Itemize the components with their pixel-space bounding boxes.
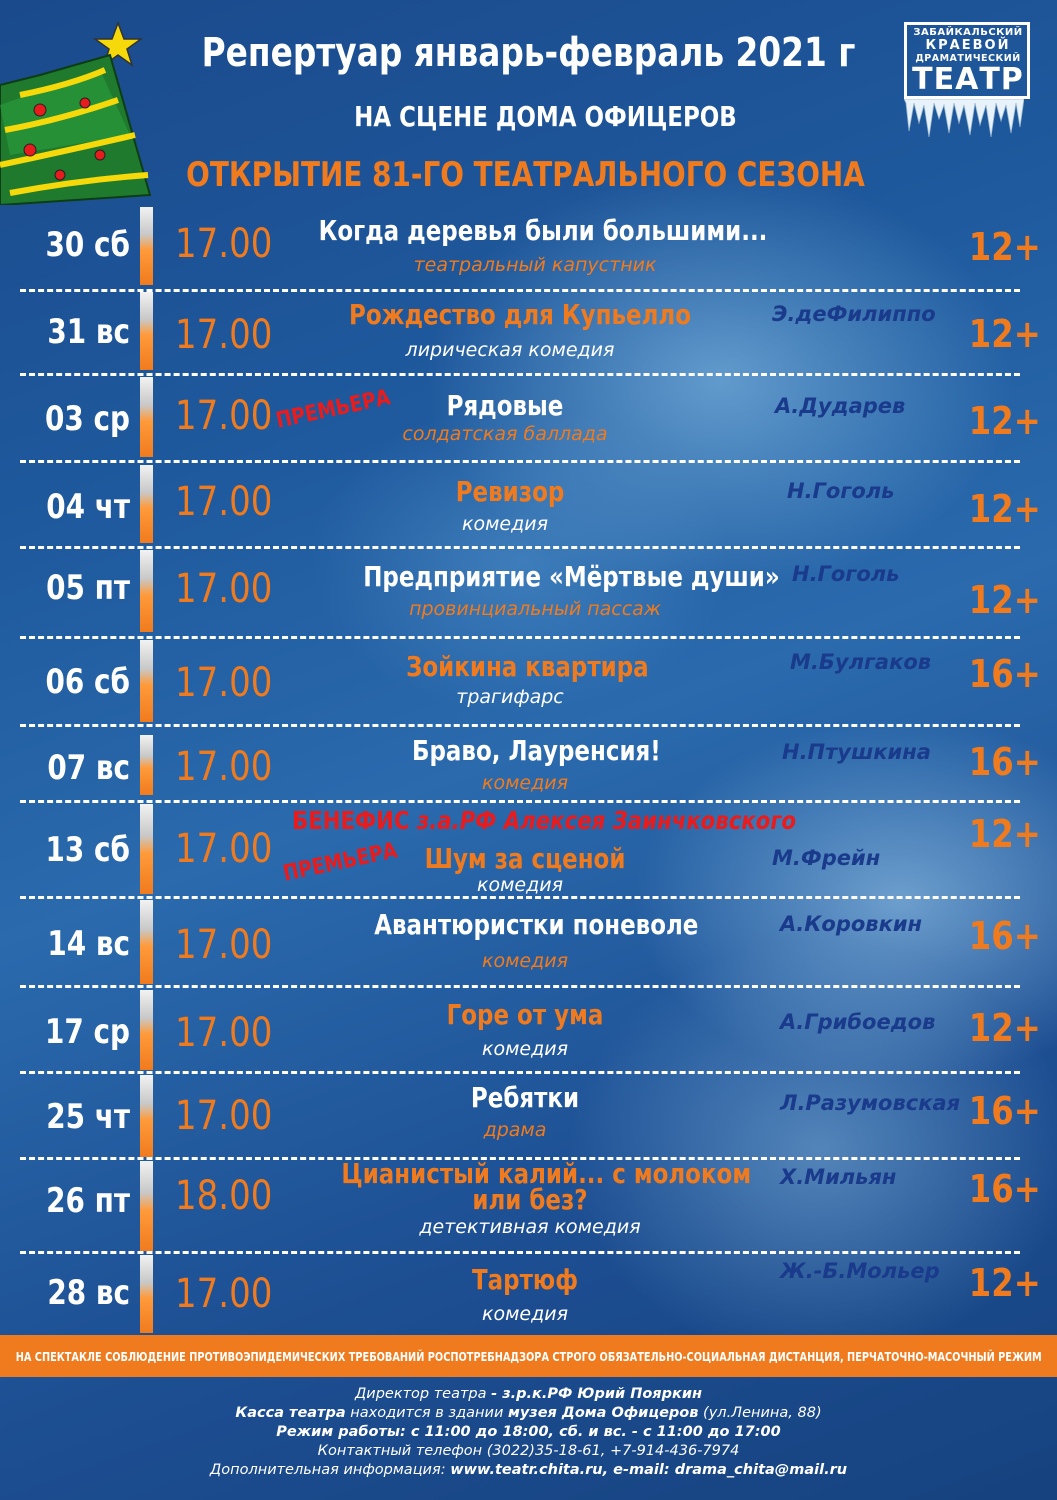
- schedule-row: [0, 550, 1057, 634]
- row-divider: [20, 800, 1020, 803]
- row-divider: [20, 896, 1020, 899]
- play-author: Х.Мильян: [780, 1165, 897, 1189]
- play-title: Рождество для Купьелло: [349, 298, 691, 331]
- play-title: Ребятки: [470, 1081, 580, 1114]
- play-author: Н.Гоголь: [792, 562, 900, 586]
- footer-box-office: [0, 1405, 1057, 1421]
- age-rating: 12+: [968, 487, 1041, 531]
- benefis-line: [292, 806, 796, 835]
- schedule-row: [0, 465, 1057, 545]
- row-time: 17.00: [175, 1093, 273, 1139]
- premiere-badge: ПРЕМЬЕРА: [273, 385, 393, 434]
- schedule-row: [0, 1157, 1057, 1251]
- benefis-name: з.а.РФ Алексея Заинчковского: [409, 806, 797, 835]
- row-day: 25 чт: [46, 1097, 130, 1137]
- row-bar: [140, 900, 153, 984]
- play-genre: комедия: [461, 513, 549, 535]
- venue-subtitle: НА СЦЕНЕ ДОМА ОФИЦЕРОВ: [354, 100, 737, 133]
- schedule-row: [0, 207, 1057, 287]
- play-author: Л.Разумовская: [780, 1091, 961, 1115]
- benefis-label: БЕНЕФИС: [292, 806, 410, 835]
- play-author: А.Коровкин: [780, 912, 923, 936]
- box-office-label: Касса театра: [235, 1405, 346, 1421]
- play-title: Рядовые: [446, 389, 564, 422]
- row-bar: [140, 804, 153, 894]
- row-time: 17.00: [175, 1010, 273, 1056]
- footer-info: [0, 1462, 1057, 1478]
- play-genre: комедия: [481, 1038, 569, 1060]
- footer-director: [0, 1386, 1057, 1402]
- director-label: Директор театра: [354, 1386, 492, 1402]
- play-title: Шум за сценой: [424, 842, 626, 875]
- row-bar: [140, 735, 153, 795]
- row-day: 31 вс: [47, 312, 131, 352]
- play-genre: трагифарс: [456, 686, 564, 708]
- play-author: Н.Гоголь: [787, 479, 895, 503]
- play-title: Цианистый калий... с молоком: [341, 1157, 752, 1190]
- schedule-row: [0, 900, 1057, 984]
- row-time: 17.00: [175, 393, 273, 439]
- info-label: Дополнительная информация:: [209, 1462, 451, 1478]
- row-day: 07 вс: [47, 748, 131, 788]
- play-title: Ревизор: [455, 475, 565, 508]
- row-bar: [140, 640, 153, 722]
- logo-line-4: ТЕАТР: [912, 62, 1024, 97]
- row-day: 03 ср: [45, 399, 130, 439]
- play-genre: драма: [483, 1119, 547, 1141]
- row-bar: [140, 990, 153, 1070]
- row-time: 17.00: [175, 312, 273, 358]
- box-office-mid: находится в здании: [345, 1405, 508, 1421]
- row-divider: [20, 985, 1020, 988]
- schedule-row: [0, 292, 1057, 372]
- play-title: Горе от ума: [446, 998, 604, 1031]
- epidemic-notice-banner: [0, 1335, 1057, 1377]
- play-genre: детективная комедия: [419, 1216, 641, 1238]
- row-time: 17.00: [175, 744, 273, 790]
- row-time: 18.00: [175, 1173, 273, 1219]
- play-genre: комедия: [476, 874, 564, 896]
- row-day: 28 вс: [47, 1273, 131, 1313]
- schedule-row: [0, 730, 1057, 796]
- box-office-address: (ул.Ленина, 88): [698, 1405, 822, 1421]
- play-title: Авантюристки поневоле: [374, 908, 699, 941]
- schedule-row: [0, 377, 1057, 459]
- play-genre: комедия: [481, 1303, 569, 1325]
- row-bar: [140, 292, 153, 370]
- footer-hours: [0, 1424, 1057, 1440]
- row-day: 26 пт: [46, 1181, 130, 1221]
- age-rating: 12+: [968, 1261, 1041, 1305]
- schedule-row: [0, 1255, 1057, 1333]
- play-title: Браво, Лауренсия!: [412, 734, 661, 767]
- play-title: Предприятие «Мёртвые души»: [363, 560, 780, 593]
- age-rating: 12+: [968, 812, 1041, 856]
- row-divider: [20, 373, 1020, 376]
- page-title: Репертуар январь-февраль 2021 г: [201, 30, 856, 76]
- play-author: М.Булгаков: [790, 650, 932, 674]
- play-title-line2: или без?: [472, 1183, 588, 1216]
- logo-line-1: ЗАБАЙКАЛЬСКИЙ: [913, 27, 1023, 38]
- logo-line-2: КРАЕВОЙ: [925, 38, 1011, 53]
- play-author: Э.деФилиппо: [772, 302, 936, 326]
- row-day: 14 вс: [47, 924, 131, 964]
- row-time: 17.00: [175, 221, 273, 267]
- notice-text: НА СПЕКТАКЛЕ СОБЛЮДЕНИЕ ПРОТИВОЭПИДЕМИЧЕСКИХ ТРЕБОВАНИЙ РОСПОТРЕБНАДЗОРА СТРОГО ОБЯЗАТЕЛЬНО-СОЦИАЛЬНАЯ ДИСТАНЦИЯ, ПЕРЧАТОЧНО-МАСОЧНЫЙ РЕЖИМ: [15, 1348, 1042, 1364]
- play-genre: комедия: [481, 772, 569, 794]
- schedule-row: [0, 640, 1057, 724]
- age-rating: 12+: [968, 399, 1041, 443]
- row-bar: [140, 207, 153, 285]
- schedule-row: [0, 1075, 1057, 1157]
- row-divider: [20, 1251, 1020, 1254]
- play-title: Когда деревья были большими...: [318, 214, 768, 247]
- row-divider: [20, 724, 1020, 727]
- row-day: 06 сб: [45, 662, 130, 702]
- row-divider: [20, 1071, 1020, 1074]
- play-title: Зойкина квартира: [406, 650, 649, 683]
- director-name: - з.р.к.РФ Юрий Пояркин: [491, 1386, 703, 1402]
- footer-phone: [0, 1443, 1057, 1459]
- row-time: 17.00: [175, 566, 273, 612]
- play-author: Н.Птушкина: [782, 740, 931, 764]
- info-links[interactable]: www.teatr.chita.ru, e-mail: drama_chita@mail.ru: [450, 1462, 848, 1478]
- row-bar: [140, 377, 153, 457]
- row-divider: [20, 636, 1020, 639]
- age-rating: 12+: [968, 312, 1041, 356]
- play-title: Тартюф: [471, 1263, 579, 1296]
- age-rating: 12+: [968, 1006, 1041, 1050]
- row-time: 17.00: [175, 922, 273, 968]
- row-bar: [140, 550, 153, 632]
- row-time: 17.00: [175, 1271, 273, 1317]
- age-rating: 16+: [968, 1167, 1041, 1211]
- row-divider: [20, 460, 1020, 463]
- row-bar: [140, 1075, 153, 1157]
- hours-text: Режим работы: с 11:00 до 18:00, сб. и вс. - с 11:00 до 17:00: [276, 1424, 781, 1440]
- row-bar: [140, 1161, 153, 1251]
- play-author: А.Дударев: [775, 394, 906, 418]
- play-author: А.Грибоедов: [780, 1010, 936, 1034]
- age-rating: 16+: [968, 652, 1041, 696]
- phone-text: Контактный телефон (3022)35-18-61, +7-914-436-7974: [317, 1443, 740, 1459]
- play-genre: солдатская баллада: [402, 423, 608, 445]
- age-rating: 16+: [968, 1089, 1041, 1133]
- play-genre: провинциальный пассаж: [409, 598, 661, 620]
- play-genre: лирическая комедия: [405, 339, 615, 361]
- row-day: 17 ср: [45, 1012, 130, 1052]
- age-rating: 16+: [968, 740, 1041, 784]
- premiere-badge: ПРЕМЬЕРА: [280, 838, 400, 887]
- row-divider: [20, 546, 1020, 549]
- play-genre: комедия: [481, 950, 569, 972]
- schedule-row: [0, 990, 1057, 1070]
- age-rating: 12+: [968, 225, 1041, 269]
- row-day: 04 чт: [46, 487, 130, 527]
- row-time: 17.00: [175, 660, 273, 706]
- logo-line-3: ДРАМАТИЧЕСКИЙ: [915, 53, 1021, 64]
- play-author: М.Фрейн: [772, 846, 881, 870]
- row-time: 17.00: [175, 826, 273, 872]
- row-day: 13 сб: [45, 830, 130, 870]
- row-bar: [140, 1255, 153, 1333]
- row-day: 05 пт: [46, 568, 130, 608]
- play-genre: театральный капустник: [413, 254, 657, 276]
- box-office-place: музея Дома Офицеров: [507, 1405, 699, 1421]
- age-rating: 12+: [968, 578, 1041, 622]
- season-title: ОТКРЫТИЕ 81-ГО ТЕАТРАЛЬНОГО СЕЗОНА: [186, 155, 865, 195]
- row-time: 17.00: [175, 479, 273, 525]
- row-bar: [140, 465, 153, 543]
- age-rating: 16+: [968, 914, 1041, 958]
- play-author: Ж.-Б.Мольер: [780, 1259, 940, 1283]
- row-day: 30 сб: [45, 225, 130, 265]
